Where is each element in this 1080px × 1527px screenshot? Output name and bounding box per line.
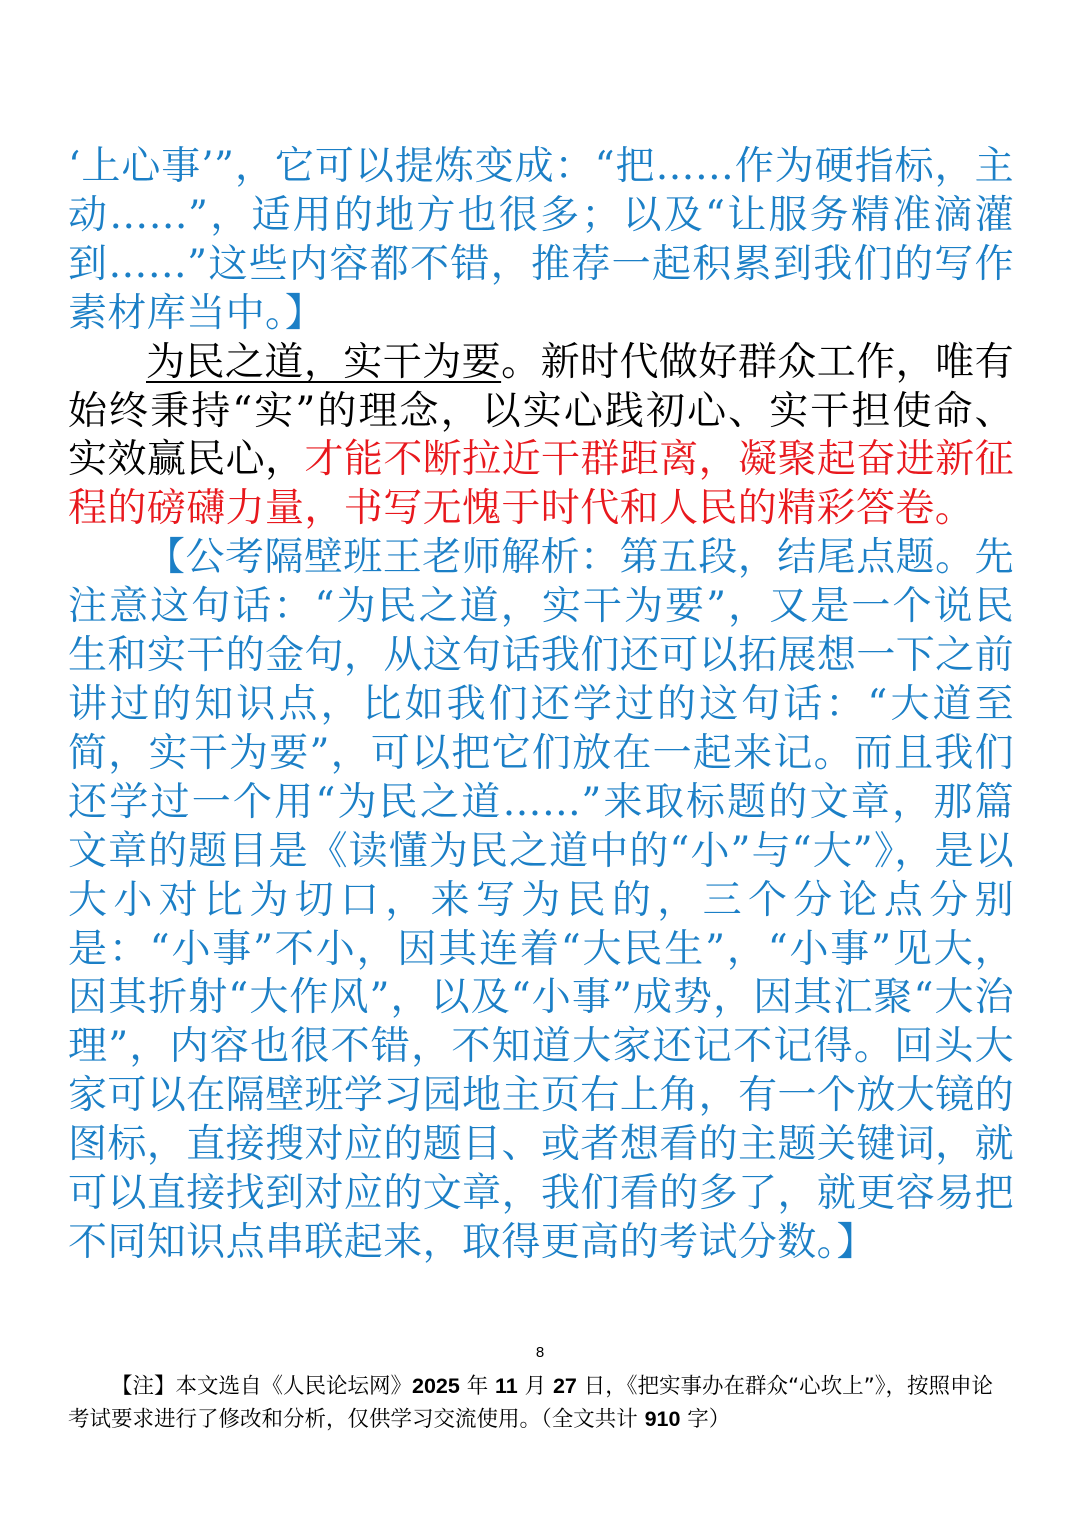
footnote-month: 11 bbox=[495, 1374, 518, 1398]
highlighted-sentence: 才能不断拉近干群距离，凝聚起奋进新征程的磅礴力量，书写无愧于时代和人民的精彩答卷。 bbox=[68, 437, 1015, 532]
analysis-paragraph-continued: ‘上心事’”，它可以提炼变成：“把……作为硬指标，主动……”，适用的地方也很多；以及“让服务精准滴灌到……”这些内容都不错，推荐一起积累到我们的写作素材库当中。】 bbox=[68, 144, 1014, 336]
footnote-word-count: 910 bbox=[644, 1407, 681, 1431]
footnote-year: 2025 bbox=[412, 1374, 460, 1398]
document-body bbox=[68, 143, 1014, 1268]
footnote-text-5: 字） bbox=[680, 1407, 731, 1432]
footnote-text-3: 月 bbox=[517, 1374, 553, 1399]
concluding-text: 。新时代做好群众工作，唯有始终秉持“实”的理念，以实心践初心、实干担使命、实效赢民心， bbox=[68, 339, 1014, 483]
footnote-text-4: 日，《把实事办在群众“心坎上”》，按照申论考试要求进行了修改和分析，仅供学习交流使用。（全文共计 bbox=[68, 1374, 993, 1432]
footnote bbox=[68, 1370, 1014, 1436]
analysis-paragraph: 【公考隔壁班王老师解析：第五段，结尾点题。先注意这句话：“为民之道，实干为要”，又是一个说民生和实干的金句，从这句话我们还可以拓展想一下之前讲过的知识点，比如我们还学过的这句话：“大道至简，实干为要”，可以把它们放在一起来记。而且我们还学过一个用“为民之道……”来取标题的文章，那篇文章的题目是《读懂为民之道中的“小”与“大”》，是以大小对比为切口，来写为民的，三个分论点分别是：“小事”不小，因其连着“大民生”，“小事”见大，因其折射“大作风”，以及“小事”成势，因其汇聚“大治理”，内容也很不错，不知道大家还记不记得。回头大家可以在隔壁班学习园地主页右上角，有一个放大镜的图标，直接搜对应的题目、或者想看的主题关键词，就可以直接找到对应的文章，我们看的多了，就更容易把不同知识点串联起来，取得更高的考试分数。】 bbox=[68, 535, 1014, 1265]
footnote-text-2: 年 bbox=[459, 1374, 496, 1399]
footnote-day: 27 bbox=[552, 1374, 577, 1398]
page-number: 8 bbox=[535, 1344, 545, 1361]
footnote-text-1: 【注】本文选自《人民论坛网》 bbox=[111, 1374, 413, 1399]
underlined-key-phrase: 为民之道，实干为要 bbox=[146, 339, 502, 385]
concluding-paragraph bbox=[68, 339, 1014, 535]
